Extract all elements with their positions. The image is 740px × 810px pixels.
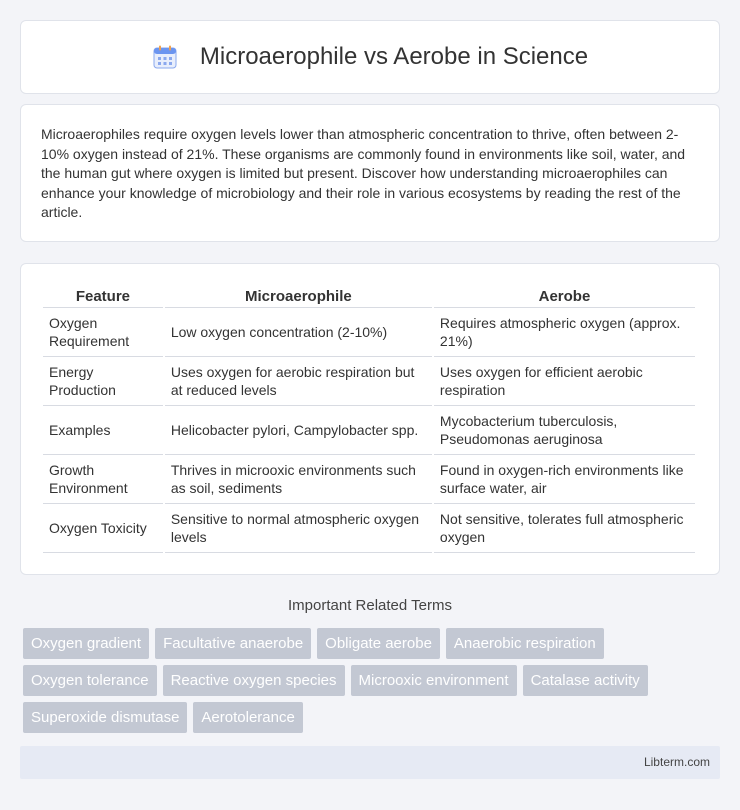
table-row [43,406,695,455]
table-cell: Sensitive to normal atmospheric oxygen levels [165,504,432,553]
footer [20,746,720,779]
header-microaerophile: Microaerophile [165,284,432,308]
header-feature: Feature [43,284,163,308]
table-row [43,357,695,406]
table-header-row [43,284,695,308]
table-cell: Thrives in microoxic environments such as soil, sediments [165,455,432,504]
tag-aerotolerance[interactable]: Aerotolerance [193,702,302,733]
table-cell: Uses oxygen for efficient aerobic respiration [434,357,695,406]
tag-catalase-activity[interactable]: Catalase activity [523,665,648,696]
page-title: Microaerophile vs Aerobe in Science [199,43,589,70]
table-cell: Found in oxygen-rich environments like surface water, air [434,455,695,504]
table-cell: Oxygen Requirement [43,308,163,357]
table-cell: Low oxygen concentration (2-10%) [165,308,432,357]
tag-oxygen-gradient[interactable]: Oxygen gradient [23,628,149,659]
table-row [43,455,695,504]
tag-microoxic-environment[interactable]: Microoxic environment [351,665,517,696]
footer-site-link[interactable]: Libterm.com [643,755,710,769]
tag-obligate-aerobe[interactable]: Obligate aerobe [317,628,440,659]
tag-facultative-anaerobe[interactable]: Facultative anaerobe [155,628,311,659]
table-row [43,504,695,553]
table-cell: Mycobacterium tuberculosis, Pseudomonas aeruginosa [434,406,695,455]
tag-anaerobic-respiration[interactable]: Anaerobic respiration [446,628,604,659]
comparison-table-card [20,263,720,575]
tag-reactive-oxygen-species[interactable]: Reactive oxygen species [163,665,345,696]
table-row [43,308,695,357]
table-cell: Growth Environment [43,455,163,504]
table-cell: Helicobacter pylori, Campylobacter spp. [165,406,432,455]
related-terms-title: Important Related Terms [288,597,452,614]
tag-superoxide-dismutase[interactable]: Superoxide dismutase [23,702,187,733]
intro-card [20,104,720,242]
header-card [20,20,720,94]
intro-text: Microaerophiles require oxygen levels lower than atmospheric concentration to thrive, often between 2-10% oxygen instead of 21%. These organisms are commonly found in environments like soil, water, and the human gut where oxygen is limited but present. Discover how understanding microaerophiles can enhance your knowledge of microbiology and their role in various ecosystems by reading the rest of the article. [41,126,686,220]
tag-oxygen-tolerance[interactable]: Oxygen tolerance [23,665,157,696]
table-cell: Examples [43,406,163,455]
table-cell: Uses oxygen for aerobic respiration but at reduced levels [165,357,432,406]
table-cell: Oxygen Toxicity [43,504,163,553]
calendar-icon [152,44,178,70]
table-cell: Not sensitive, tolerates full atmospheric oxygen [434,504,695,553]
related-terms-list [23,628,703,739]
table-cell: Requires atmospheric oxygen (approx. 21%) [434,308,695,357]
table-cell: Energy Production [43,357,163,406]
header-aerobe: Aerobe [434,284,695,308]
comparison-table [41,284,697,553]
